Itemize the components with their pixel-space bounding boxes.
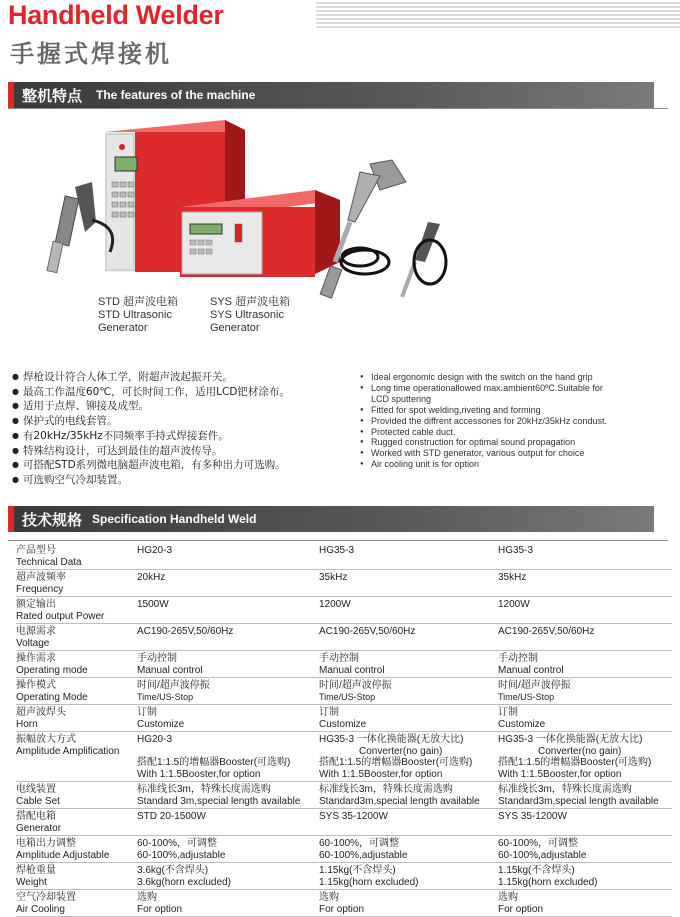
header-stripes	[316, 0, 680, 30]
cell-value-en: 60-100%,adjustable	[137, 849, 226, 861]
cell-value: 订制	[137, 707, 157, 718]
cell-value: STD 20-1500W	[137, 809, 319, 836]
row-label-cn: 焊枪重量	[16, 865, 56, 876]
cell-value-booster-cn: 搭配1:1.5的增幅器Booster(可选购)	[498, 757, 652, 768]
cell-value: HG35-3 一体化换能器(无放大比)	[319, 734, 464, 745]
table-row	[16, 732, 672, 782]
sys-caption-line-2: SYS Ultrasonic	[210, 309, 284, 321]
row-label-cn: 空气冷却装置	[16, 892, 76, 903]
cell-value: HG35-3	[319, 543, 498, 570]
cell-value-en: Converter(no gain)	[538, 745, 622, 757]
cell-value: 手动控制	[137, 653, 177, 664]
cell-value: SYS 35-1200W	[498, 809, 672, 836]
features-list-en	[360, 372, 660, 470]
std-caption-line-3: Generator	[98, 322, 148, 334]
table-row	[16, 678, 672, 705]
list-item: ● 适用于点焊、铆接及成型。	[12, 399, 290, 414]
row-label-en: Air Cooling	[16, 903, 65, 915]
cell-value-en: Manual control	[137, 664, 203, 676]
row-label-en: Operating mode	[16, 664, 88, 676]
cell-value-en: For option	[498, 903, 544, 915]
row-label-en: Amplitude Adjustable	[16, 849, 110, 861]
cell-value: 60-100%，可调整	[498, 838, 579, 849]
cell-value: 时间/超声波停振	[498, 680, 571, 691]
table-row	[16, 624, 672, 651]
cell-value-en: 1.15kg(horn excluded)	[319, 876, 419, 888]
row-label-en: Voltage	[16, 637, 50, 649]
cell-value: 订制	[498, 707, 518, 718]
list-item: ● Air cooling unit is for option	[360, 459, 660, 470]
list-item: ● Rugged construction for optimal sound propagation	[360, 437, 660, 448]
divider	[8, 540, 668, 541]
sys-caption-line-1: SYS 超声波电箱	[210, 296, 291, 308]
row-label-cn: 电箱出力调整	[16, 838, 76, 849]
table-row	[16, 651, 672, 678]
spec-section-header	[8, 506, 654, 532]
table-row	[16, 597, 672, 624]
cell-value: 标准线长3m，特殊长度需选购	[498, 784, 632, 795]
row-label-cn: 产品型号	[16, 545, 56, 556]
table-row	[16, 570, 672, 597]
features-list-cn	[12, 370, 290, 488]
cell-value-en: 60-100%,adjustable	[319, 849, 408, 861]
cell-value-en: For option	[319, 903, 365, 915]
list-item: ● 焊枪设计符合人体工学，附超声波起振开关。	[12, 370, 290, 385]
cell-value: 60-100%，可调整	[319, 838, 400, 849]
table-row	[16, 543, 672, 570]
row-label-cn: 操作模式	[16, 680, 56, 691]
row-label-cn: 电源需求	[16, 626, 56, 637]
product-illustration	[30, 112, 450, 312]
spec-table	[16, 543, 672, 917]
spec-title-en: Specification Handheld Weld	[92, 512, 257, 526]
list-item: ● 可选购空气冷却装置。	[12, 473, 290, 488]
table-row	[16, 836, 672, 863]
row-label-cn: 电线装置	[16, 784, 56, 795]
cell-value-en: Manual control	[319, 664, 385, 676]
cell-value-en: Customize	[498, 718, 546, 730]
row-label-cn: 操作需求	[16, 653, 56, 664]
cell-value: 1.15kg(不含焊头)	[498, 865, 575, 876]
row-label-en: Cable Set	[16, 795, 60, 807]
row-label-en: Weight	[16, 876, 47, 888]
cell-value: 时间/超声波停振	[319, 680, 392, 691]
cell-value: 60-100%，可调整	[137, 838, 218, 849]
std-caption-line-2: STD Ultrasonic	[98, 309, 172, 321]
features-section-header	[8, 82, 654, 108]
cell-value: HG35-3	[498, 543, 672, 570]
row-label-en: Technical Data	[16, 556, 82, 568]
list-item: ● Worked with STD generator, various output for choice	[360, 448, 660, 459]
cell-value-en: Customize	[319, 718, 367, 730]
spec-title-cn: 技术规格	[22, 511, 83, 529]
cell-value-en: Customize	[137, 718, 185, 730]
cell-value: 35kHz	[319, 570, 498, 597]
cell-value-booster-en: With 1:1.5Booster,for option	[498, 768, 622, 780]
row-label-cn: 超声波频率	[16, 572, 66, 583]
row-label-en: Operating Mode	[16, 691, 88, 703]
list-item: ● 保护式的电线套管。	[12, 414, 290, 429]
row-label-cn: 振幅放大方式	[16, 734, 76, 745]
handheld-gun-image-left	[47, 182, 113, 273]
row-label-en: Frequency	[16, 583, 64, 595]
cell-value-en: Standard 3m,special length available	[137, 795, 301, 807]
cell-value-en: Manual control	[498, 664, 564, 676]
row-label-en: Horn	[16, 718, 38, 730]
cell-value: 时间/超声波停振	[137, 680, 210, 691]
cell-value-en: Time/US-Stop	[498, 691, 555, 702]
cell-value: AC190-265V,50/60Hz	[319, 624, 498, 651]
cell-value: 选购	[498, 892, 518, 903]
cell-value-en: Time/US-Stop	[137, 691, 194, 702]
cell-value: AC190-265V,50/60Hz	[137, 624, 319, 651]
list-item: ● Fitted for spot welding,riveting and forming	[360, 405, 660, 416]
cell-value-en: 1.15kg(horn excluded)	[498, 876, 598, 888]
cell-value-booster-en: With 1:1.5Booster,for option	[319, 768, 443, 780]
table-row	[16, 863, 672, 890]
cell-value: SYS 35-1200W	[319, 809, 498, 836]
cell-value-en: Standard3m,special length available	[498, 795, 659, 807]
features-title-cn: 整机特点	[22, 87, 83, 105]
std-caption-line-1: STD 超声波电箱	[98, 296, 179, 308]
features-title-en: The features of the machine	[96, 88, 256, 102]
cell-value: HG20-3	[137, 543, 319, 570]
row-label-en: Generator	[16, 822, 62, 834]
table-row	[16, 809, 672, 836]
cell-value: 1.15kg(不含焊头)	[319, 865, 396, 876]
divider	[8, 108, 668, 109]
list-item: ● Provided the diffrent accessories for 20kHz/35kHz condust.	[360, 416, 660, 427]
list-item-continuation: LCD sputtering	[371, 393, 432, 404]
cell-value: 选购	[319, 892, 339, 903]
list-item: ● Protected cable duct.	[360, 427, 660, 438]
list-item: ● 最高工作温度60℃，可长时间工作，适用LCD钯材涂布。	[12, 385, 290, 400]
row-label-cn: 超声波焊头	[16, 707, 66, 718]
list-item: ● 特殊结构设计，可达到最佳的超声波传导。	[12, 444, 290, 459]
cell-value-en: Standard3m,special length available	[319, 795, 480, 807]
list-item: ● Long time operationallowed max.ambient60ºC.Suitable for	[360, 383, 660, 394]
list-item: ● 有20kHz/35kHz不同频率手持式焊接套件。	[12, 429, 290, 444]
cell-value-en: Converter(no gain)	[359, 745, 443, 757]
cell-value: 标准线长3m，特殊长度需选购	[319, 784, 453, 795]
row-label-en: Amplitude Amplification	[16, 745, 120, 757]
page-subtitle-cn: 手握式焊接机	[10, 40, 172, 68]
cell-value-booster-cn: 搭配1:1.5的增幅器Booster(可选购)	[319, 757, 473, 768]
cell-value-blank	[137, 746, 319, 758]
cell-value-booster-en: With 1:1.5Booster,for option	[137, 768, 261, 780]
sys-caption	[210, 296, 290, 335]
cell-value: 手动控制	[498, 653, 538, 664]
cell-value: 选购	[137, 892, 157, 903]
cell-value-en: For option	[137, 903, 183, 915]
cell-value: 1500W	[137, 597, 319, 624]
table-row	[16, 705, 672, 732]
table-row	[16, 782, 672, 809]
cell-value: 1200W	[498, 597, 672, 624]
cell-value: 35kHz	[498, 570, 672, 597]
list-item: ● 可搭配STD系列微电脑超声波电箱，有多种出力可选购。	[12, 458, 290, 473]
page-title: Handheld Welder	[8, 0, 224, 30]
list-item: ● Ideal ergonomic design with the switch on the hand grip	[360, 372, 660, 383]
table-row	[16, 890, 672, 917]
row-label-cn: 额定输出	[16, 599, 56, 610]
cell-value: 20kHz	[137, 570, 319, 597]
cell-value: 标准线长3m，特殊长度需选购	[137, 784, 271, 795]
row-label-cn: 搭配电箱	[16, 811, 56, 822]
cell-value: 手动控制	[319, 653, 359, 664]
sys-caption-line-3: Generator	[210, 322, 260, 334]
cell-value-en: 60-100%,adjustable	[498, 849, 587, 861]
cell-value: 1200W	[319, 597, 498, 624]
row-label-en: Rated output Power	[16, 610, 105, 622]
cell-value: 3.6kg(不含焊头)	[137, 865, 209, 876]
cell-value-en: 3.6kg(horn excluded)	[137, 876, 231, 888]
cell-value: HG35-3 一体化换能器(无放大比)	[498, 734, 643, 745]
cell-value: HG20-3	[137, 734, 173, 745]
cell-value: AC190-265V,50/60Hz	[498, 624, 672, 651]
std-caption	[98, 296, 178, 335]
cell-value: 订制	[319, 707, 339, 718]
cell-value-booster-cn: 搭配1:1.5的增幅器Booster(可选购)	[137, 757, 291, 768]
cell-value-en: Time/US-Stop	[319, 691, 376, 702]
